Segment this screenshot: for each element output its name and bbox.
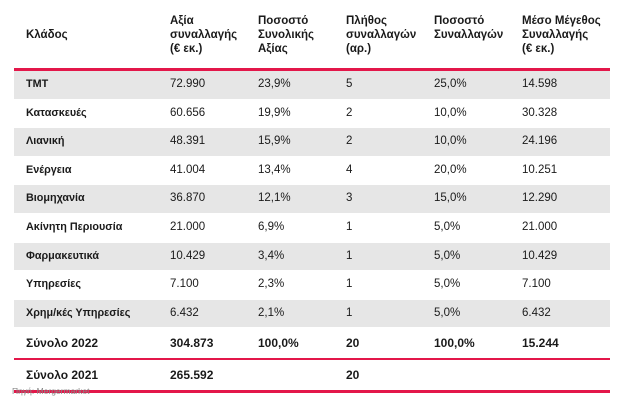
row-value-share: 2,3% xyxy=(258,278,285,291)
table-row xyxy=(14,243,610,272)
table-header xyxy=(14,6,610,68)
source-note: Πηγή: Mergermarket xyxy=(12,386,90,396)
table-body xyxy=(14,71,610,328)
row-sector: TMT xyxy=(26,78,49,90)
row-deal-value: 41.004 xyxy=(170,163,206,176)
row-deal-value: 60.656 xyxy=(170,106,206,119)
header-average-size: Μέσο Μέγεθος Συναλλαγής (€ εκ.) xyxy=(522,15,601,55)
row-deal-count: 1 xyxy=(346,220,353,233)
row-deal-share: 10,0% xyxy=(434,135,467,148)
row-average-size: 30.328 xyxy=(522,106,558,119)
header-deal-count: Πλήθος συναλλαγών (αρ.) xyxy=(346,15,417,55)
row-value-share: 2,1% xyxy=(258,306,285,319)
deals-by-sector-table xyxy=(14,6,610,393)
row-deal-share: 15,0% xyxy=(434,192,467,205)
row-sector: Λιανική xyxy=(26,135,65,148)
row-deal-share: 5,0% xyxy=(434,278,461,291)
row-deal-count: 5 xyxy=(346,78,353,90)
row-deal-value: 21.000 xyxy=(170,220,206,233)
row-deal-value: 72.990 xyxy=(170,78,206,90)
table-row xyxy=(14,185,610,214)
row-deal-value: 7.100 xyxy=(170,278,199,291)
row-sector: Κατασκευές xyxy=(26,106,87,119)
row-average-size: 10.251 xyxy=(522,163,558,176)
row-sector: Ενέργεια xyxy=(26,163,72,176)
table-row xyxy=(14,157,610,186)
header-sector: Κλάδος xyxy=(26,29,68,41)
total-2022-row xyxy=(14,328,610,358)
row-sector: Ακίνητη Περιουσία xyxy=(26,220,123,233)
row-deal-value: 6.432 xyxy=(170,306,199,319)
row-sector: Φαρμακευτικά xyxy=(26,249,99,262)
row-value-share: 19,9% xyxy=(258,106,291,119)
row-sector: Υπηρεσίες xyxy=(26,278,81,291)
row-deal-share: 25,0% xyxy=(434,78,467,90)
total-2022-average-size: 15.244 xyxy=(522,336,559,351)
header-deal-value: Αξία συναλλαγής (€ εκ.) xyxy=(170,15,238,55)
row-sector: Βιομηχανία xyxy=(26,192,85,205)
row-deal-value: 10.429 xyxy=(170,249,206,262)
total-2021-row xyxy=(14,360,610,390)
table-row xyxy=(14,128,610,157)
row-average-size: 6.432 xyxy=(522,306,551,319)
row-value-share: 23,9% xyxy=(258,78,291,90)
row-value-share: 13,4% xyxy=(258,163,291,176)
row-deal-count: 1 xyxy=(346,249,353,262)
row-deal-count: 2 xyxy=(346,135,353,148)
row-deal-count: 1 xyxy=(346,306,353,319)
row-average-size: 14.598 xyxy=(522,78,558,90)
row-deal-count: 2 xyxy=(346,106,353,119)
total-2021-value: 265.592 xyxy=(170,368,214,383)
row-average-size: 12.290 xyxy=(522,192,558,205)
header-value-share: Ποσοστό Συνολικής Αξίας xyxy=(258,15,315,55)
row-deal-share: 10,0% xyxy=(434,106,467,119)
footer-rule xyxy=(14,390,610,393)
row-value-share: 3,4% xyxy=(258,249,285,262)
row-sector: Χρημ/κές Υπηρεσίες xyxy=(26,306,131,319)
table-row xyxy=(14,100,610,129)
row-deal-share: 5,0% xyxy=(434,306,461,319)
table-row xyxy=(14,271,610,300)
row-deal-count: 4 xyxy=(346,163,353,176)
row-average-size: 7.100 xyxy=(522,278,551,291)
total-2021-label: Σύνολο 2021 xyxy=(26,368,99,383)
total-2022-value-share: 100,0% xyxy=(258,336,299,351)
table-row xyxy=(14,71,610,100)
row-value-share: 6,9% xyxy=(258,220,285,233)
row-deal-share: 5,0% xyxy=(434,220,461,233)
row-average-size: 24.196 xyxy=(522,135,558,148)
total-2022-deal-share: 100,0% xyxy=(434,336,475,351)
row-value-share: 15,9% xyxy=(258,135,291,148)
row-deal-count: 3 xyxy=(346,192,353,205)
row-deal-value: 48.391 xyxy=(170,135,206,148)
total-2022-count: 20 xyxy=(346,336,360,351)
row-average-size: 21.000 xyxy=(522,220,558,233)
row-deal-value: 36.870 xyxy=(170,192,206,205)
total-2021-count: 20 xyxy=(346,368,360,383)
table-row xyxy=(14,214,610,243)
header-deal-share: Ποσοστό Συναλλαγών xyxy=(434,15,504,41)
row-value-share: 12,1% xyxy=(258,192,291,205)
total-2022-value: 304.873 xyxy=(170,336,214,351)
table-row xyxy=(14,300,610,329)
total-2022-label: Σύνολο 2022 xyxy=(26,336,99,351)
row-average-size: 10.429 xyxy=(522,249,558,262)
row-deal-share: 5,0% xyxy=(434,249,461,262)
row-deal-count: 1 xyxy=(346,278,353,291)
row-deal-share: 20,0% xyxy=(434,163,467,176)
